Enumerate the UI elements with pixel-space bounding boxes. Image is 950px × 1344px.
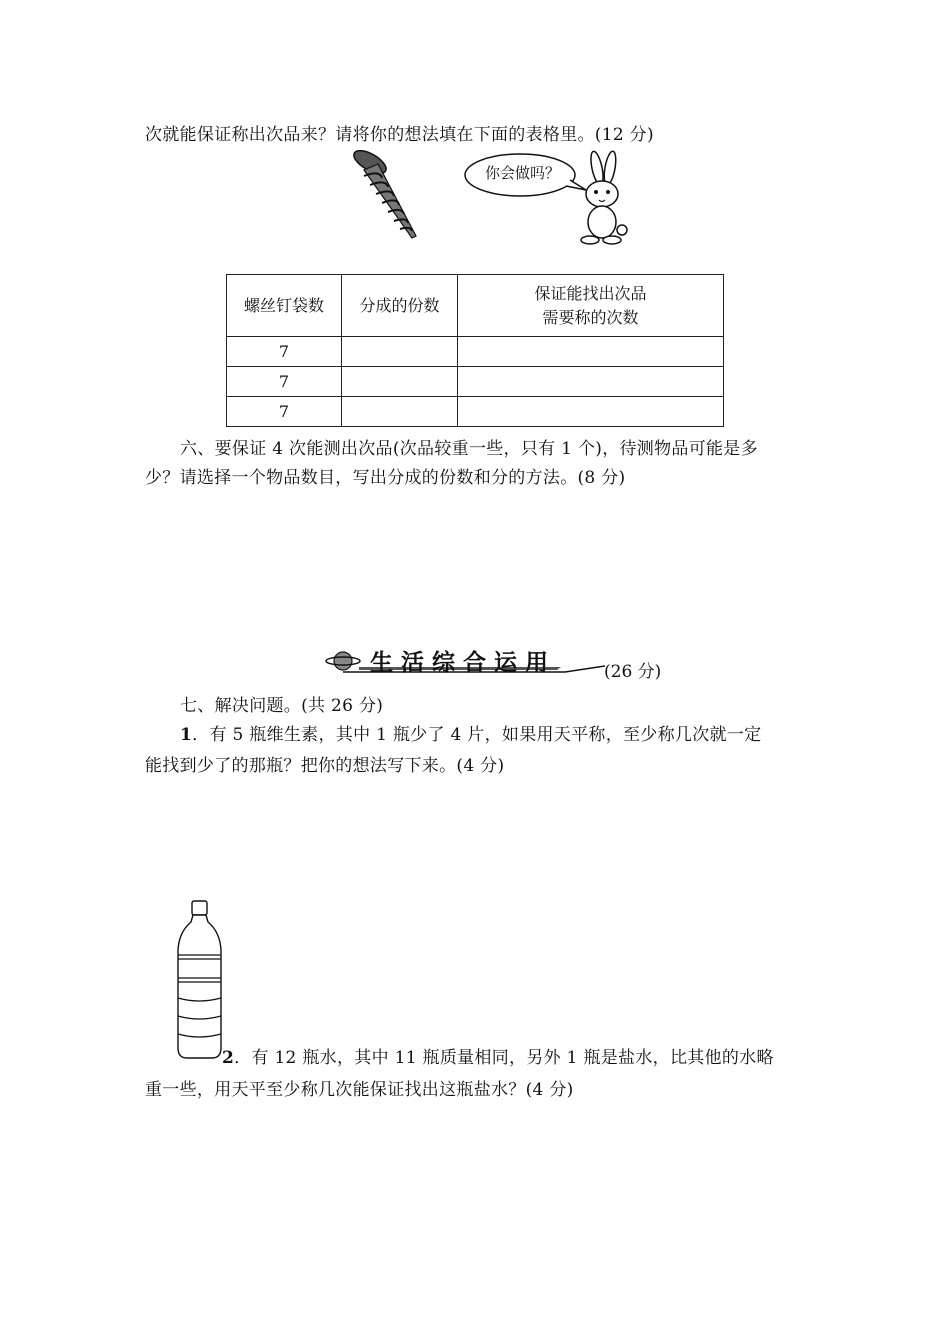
table-row bbox=[227, 337, 724, 367]
q7-p1-line1 bbox=[180, 720, 761, 745]
table-row bbox=[227, 397, 724, 427]
header-weighings-line1: 保证能找出次品 bbox=[534, 283, 647, 303]
cell-bags: 7 bbox=[227, 397, 342, 427]
header-weighings-line2: 需要称的次数 bbox=[542, 307, 639, 327]
q7-heading: 七、解决问题。(共 26 分) bbox=[180, 696, 384, 716]
q7-p2-text: ．有 12 瓶水，其中 11 瓶质量相同，另外 1 瓶是盐水，比其他的水略 bbox=[234, 1048, 774, 1068]
q7-p1-number: 1 bbox=[180, 725, 193, 745]
rabbit-illustration bbox=[572, 150, 632, 245]
q7-p1-line2: 能找到少了的那瓶？把你的想法写下来。(4 分) bbox=[145, 756, 505, 776]
cell-parts-blank[interactable] bbox=[342, 337, 458, 367]
cell-weighings-blank[interactable] bbox=[458, 337, 724, 367]
speech-bubble-text: 你会做吗？ bbox=[485, 164, 561, 182]
section-score: (26 分) bbox=[604, 662, 662, 682]
cell-parts-blank[interactable] bbox=[342, 367, 458, 397]
table-header-row bbox=[227, 275, 724, 337]
cell-bags: 7 bbox=[227, 367, 342, 397]
screw-illustration bbox=[350, 150, 430, 245]
q7-p2-number: 2 bbox=[222, 1048, 235, 1068]
intro-line: 次就能保证称出次品来？请将你的想法填在下面的表格里。(12 分) bbox=[145, 125, 654, 145]
cell-weighings-blank[interactable] bbox=[458, 367, 724, 397]
section-title: 生活综合运用 bbox=[370, 650, 556, 676]
q7-p1-text: ．有 5 瓶维生素，其中 1 瓶少了 4 片，如果用天平称，至少称几次就一定 bbox=[192, 725, 762, 745]
screw-table bbox=[226, 274, 724, 427]
header-bags: 螺丝钉袋数 bbox=[227, 275, 342, 337]
cell-parts-blank[interactable] bbox=[342, 397, 458, 427]
cell-weighings-blank[interactable] bbox=[458, 397, 724, 427]
q7-p2-line1 bbox=[222, 1043, 774, 1068]
cell-bags: 7 bbox=[227, 337, 342, 367]
header-weighings bbox=[458, 275, 724, 337]
header-parts: 分成的份数 bbox=[342, 275, 458, 337]
q6-line2: 少？请选择一个物品数目，写出分成的份数和分的方法。(8 分) bbox=[145, 468, 626, 488]
water-bottle-illustration bbox=[172, 898, 227, 1060]
table-row bbox=[227, 367, 724, 397]
q7-p2-line2: 重一些，用天平至少称几次能保证找出这瓶盐水？(4 分) bbox=[145, 1080, 574, 1100]
q6-line1: 六、要保证 4 次能测出次品(次品较重一些，只有 1 个)，待测物品可能是多 bbox=[180, 439, 758, 459]
